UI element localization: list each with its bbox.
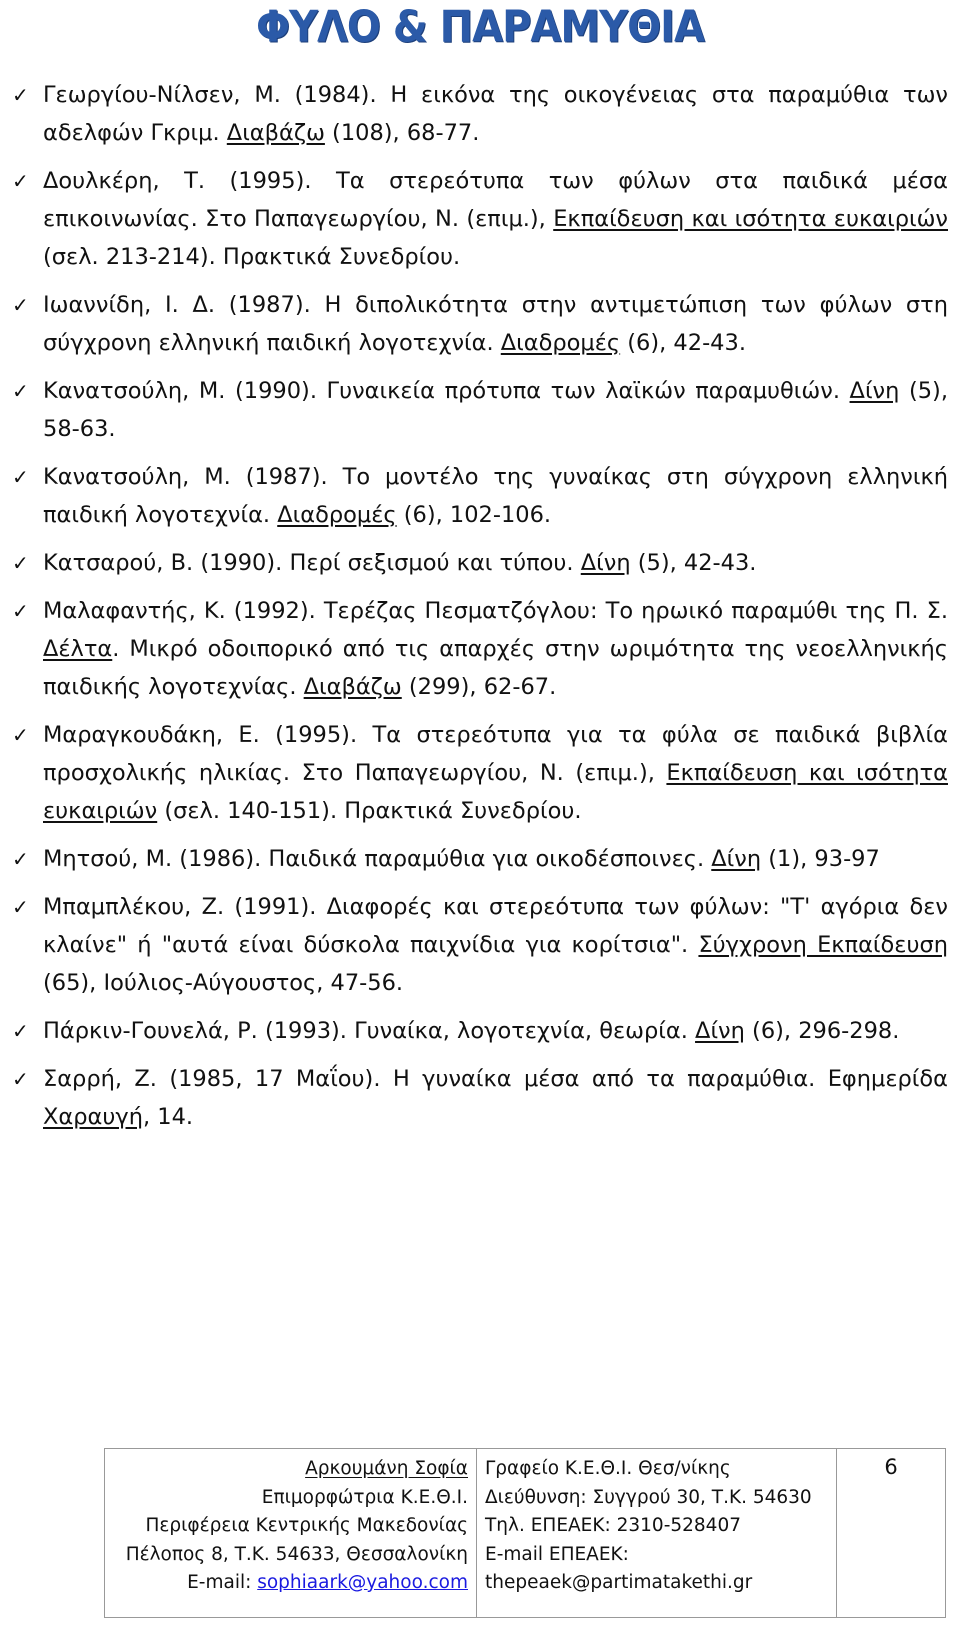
reference-source-title: Δίνη	[580, 550, 631, 576]
footer-box	[104, 1448, 946, 1618]
reference-item	[12, 1060, 948, 1136]
reference-text: Μητσού, Μ. (1986). Παιδικά παραμύθια για οικοδέσποινες.	[43, 846, 712, 872]
reference-text: , 14.	[142, 1104, 194, 1130]
reference-text: (1), 93-97	[761, 846, 880, 872]
reference-text: Σαρρή, Ζ. (1985, 17 Μαΐου). Η γυναίκα μέσα από τα παραμύθια. Εφημερίδα	[43, 1066, 948, 1092]
reference-source-title: Διαδρομές	[500, 330, 621, 356]
footer-author-column	[105, 1449, 477, 1617]
page-header-title: ΦΥΛΟ & ΠΑΡΑΜΥΘΙΑ	[256, 2, 704, 53]
reference-item	[12, 592, 948, 706]
reference-source-title: Δέλτα	[43, 636, 113, 662]
reference-item	[12, 76, 948, 152]
reference-source-title: Δίνη	[849, 378, 900, 404]
author-name: Αρκουμάνη Σοφία	[305, 1458, 468, 1479]
office-address: Διεύθυνση: Συγγρού 30, Τ.Κ. 54630	[485, 1486, 812, 1508]
checkmark-icon: ✓	[12, 169, 29, 193]
footer-office-column	[477, 1449, 837, 1617]
office-name: Γραφείο Κ.Ε.Θ.Ι. Θεσ/νίκης	[485, 1458, 731, 1479]
reference-item	[12, 840, 948, 878]
reference-text: (6), 296-298.	[744, 1018, 900, 1044]
reference-item	[12, 544, 948, 582]
reference-source-title: Διαδρομές	[277, 502, 397, 528]
reference-list	[12, 76, 948, 1146]
reference-text: Κατσαρού, Β. (1990). Περί σεξισμού και τύπου.	[43, 550, 581, 576]
checkmark-icon: ✓	[12, 847, 29, 871]
reference-text: Κανατσούλη, Μ. (1990). Γυναικεία πρότυπα των λαϊκών παραμυθιών.	[43, 378, 850, 404]
reference-item	[12, 458, 948, 534]
reference-item	[12, 716, 948, 830]
reference-source-title: Χαραυγή	[43, 1104, 143, 1130]
reference-text: Δουλκέρη, Τ. (1995). Τα στερεότυπα των φύλων στα παιδικά μέσα επικοινωνίας. Στο Παπαγεωργίου, Ν. (επιμ.),	[43, 168, 948, 232]
reference-source-title: Σύγχρονη Εκπαίδευση	[698, 932, 949, 958]
checkmark-icon: ✓	[12, 1019, 29, 1043]
reference-text: Κανατσούλη, Μ. (1987). Το μοντέλο της γυναίκας στη σύγχρονη ελληνική παιδική λογοτεχνία.	[43, 464, 948, 528]
reference-text: (σελ. 140-151). Πρακτικά Συνεδρίου.	[157, 798, 582, 824]
checkmark-icon: ✓	[12, 379, 29, 403]
office-email: thepeaek@partimatakethi.gr	[485, 1572, 753, 1593]
reference-text: (σελ. 213-214). Πρακτικά Συνεδρίου.	[43, 244, 461, 270]
reference-text: (65), Ιούλιος-Αύγουστος, 47-56.	[43, 970, 404, 996]
author-role: Επιμορφώτρια Κ.Ε.Θ.Ι.	[261, 1486, 468, 1508]
reference-item	[12, 286, 948, 362]
checkmark-icon: ✓	[12, 895, 29, 919]
reference-source-title: Διαβάζω	[303, 674, 402, 700]
reference-source-title: Διαβάζω	[226, 120, 325, 146]
reference-text: Ιωαννίδη, Ι. Δ. (1987). Η διπολικότητα στην αντιμετώπιση των φύλων στη σύγχρονη ελληνική παιδική λογοτεχνία.	[43, 292, 948, 356]
page-number: 6	[884, 1455, 898, 1479]
email-label: E-mail:	[187, 1572, 258, 1593]
reference-item	[12, 888, 948, 1002]
author-region: Περιφέρεια Κεντρικής Μακεδονίας	[145, 1515, 468, 1536]
reference-item	[12, 162, 948, 276]
reference-text: (299), 62-67.	[401, 674, 557, 700]
checkmark-icon: ✓	[12, 599, 29, 623]
reference-text: (5), 42-43.	[630, 550, 757, 576]
checkmark-icon: ✓	[12, 551, 29, 575]
reference-text: (108), 68-77.	[324, 120, 480, 146]
checkmark-icon: ✓	[12, 293, 29, 317]
reference-text: Μαραγκουδάκη, Ε. (1995). Τα στερεότυπα για τα φύλα σε παιδικά βιβλία προσχολικής ηλικίας. Στο Παπαγεωργίου, Ν. (επιμ.),	[43, 722, 948, 786]
office-email-label: E-mail ΕΠΕΑΕΚ:	[485, 1543, 629, 1565]
author-email-link[interactable]: sophiaark@yahoo.com	[257, 1572, 468, 1593]
checkmark-icon: ✓	[12, 1067, 29, 1091]
reference-text: (6), 102-106.	[396, 502, 552, 528]
reference-source-title: Δίνη	[695, 1018, 745, 1044]
reference-text: Γεωργίου-Νίλσεν, Μ. (1984). Η εικόνα της οικογένειας στα παραμύθια των αδελφών Γκριμ.	[43, 82, 948, 146]
reference-text: Πάρκιν-Γουνελά, Ρ. (1993). Γυναίκα, λογοτεχνία, θεωρία.	[43, 1018, 696, 1044]
author-email-line	[105, 1569, 468, 1598]
reference-source-title: Εκπαίδευση και ισότητα ευκαιριών	[553, 206, 948, 232]
checkmark-icon: ✓	[12, 723, 29, 747]
reference-item	[12, 1012, 948, 1050]
reference-text: (6), 42-43.	[620, 330, 746, 356]
reference-text: Μαλαφαντής, Κ. (1992). Τερέζας Πεσματζόγλου: Το ηρωικό παραμύθι της Π. Σ.	[43, 598, 948, 624]
reference-item	[12, 372, 948, 448]
reference-text: . Μικρό οδοιπορικό από τις απαρχές στην ωριμότητα της νεοελληνικής παιδικής λογοτεχνίας.	[43, 636, 948, 700]
office-phone: Τηλ. ΕΠΕΑΕΚ: 2310-528407	[485, 1515, 741, 1536]
reference-source-title: Δίνη	[711, 846, 762, 872]
author-address: Πέλοπος 8, Τ.Κ. 54633, Θεσσαλονίκη	[125, 1543, 468, 1565]
reference-text: (5), 58-63.	[43, 378, 948, 442]
reference-source-title: Εκπαίδευση και ισότητα ευκαιριών	[43, 760, 948, 824]
checkmark-icon: ✓	[12, 465, 29, 489]
checkmark-icon: ✓	[12, 83, 29, 107]
reference-text: Μπαμπλέκου, Ζ. (1991). Διαφορές και στερεότυπα των φύλων: "Τ' αγόρια δεν κλαίνε" ή "αυτά είναι δύσκολα παιχνίδια για κορίτσια".	[43, 894, 948, 958]
